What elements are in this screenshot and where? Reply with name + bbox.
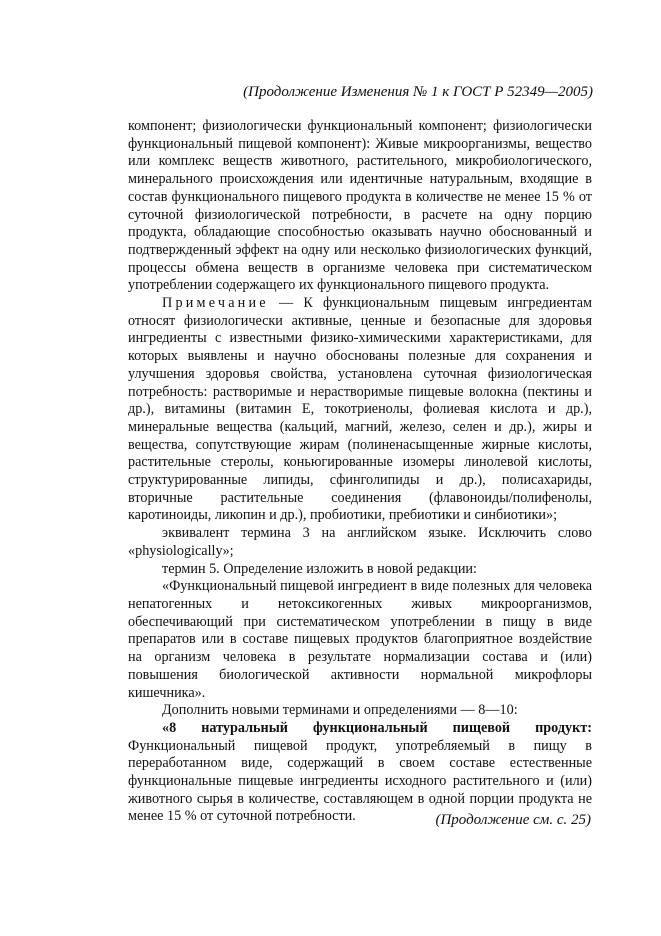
add-terms-paragraph: Дополнить новыми терминами и определениями — 8—10:	[162, 702, 518, 719]
document-body	[128, 118, 592, 826]
term8-label: «8 натуральный функциональный пищевой продукт:	[162, 719, 592, 736]
running-header: (Продолжение Изменения № 1 к ГОСТ Р 52349—2005)	[243, 84, 593, 100]
term5-paragraph: термин 5. Определение изложить в новой редакции:	[162, 560, 477, 577]
term8-paragraph	[128, 720, 592, 826]
english-equivalent-paragraph: эквивалент термина 3 на английском языке. Исключить слово «physiologically»;	[128, 525, 592, 559]
note-label: Примечание	[162, 295, 269, 312]
term8-text: Функциональный пищевой продукт, употребляемый в пищу в переработанном виде, содержащий в своем составе естественные функциональные пищевые ингредиенты исходного растительного и (или) животного сырья в количестве, составляющем в одной порции продукта не менее 15 % от суточной потребности.	[128, 737, 592, 825]
definition-paragraph: компонент; физиологически функциональный компонент; физиологически функциональный пищевой компонент): Живые микроорганизмы, вещество или комплекс веществ животного, растительного, микробиологического, минерального происхождения или идентичные натуральным, входящие в состав функционального пищевого продукта в количестве не менее 15 % от суточной физиологической потребности, в расчете на одну порцию продукта, обладающие способностью оказывать научно обоснованный и подтвержденный эффект на одну или несколько физиологических функций, процессы обмена веществ в организме человека при систематическом употреблении содержащего их функционального пищевого продукта.	[128, 118, 592, 294]
term5-definition-paragraph: «Функциональный пищевой ингредиент в виде полезных для человека непатогенных и нетоксикогенных живых микроорганизмов, обеспечивающий при систематическом употреблении в пищу в виде препаратов или в составе пищевых продуктов благоприятное воздействие на организм человека в результате нормализации состава и (или) повышения биологической активности нормальной микрофлоры кишечника».	[128, 578, 592, 701]
note-text: — К функциональным пищевым ингредиентам относят физиологически активные, ценные и безопасные для здоровья ингредиенты с известными физико-химическими характеристиками, для которых выявлены и научно обоснованы полезные для сохранения и улучшения здоровья свойства, установлена суточная физиологическая потребность: растворимые и нерастворимые пищевые волокна (пектины и др.), витамины (витамин Е, токотриенолы, фолиевая кислота и др.), минеральные вещества (кальций, магний, железо, селен и др.), жиры и вещества, сопутствующие жирам (полиненасыщенные жирные кислоты, растительные стеролы, коньюгированные изомеры линолевой кислоты, структурированные липиды, сфинголипиды и др.), полисахариды, вторичные растительные соединения (флавоноиды/полифенолы, каротиноиды, ликопин и др.), пробиотики, пребиотики и синбиотики»;	[128, 295, 592, 524]
note-paragraph	[128, 295, 592, 525]
continuation-footer: (Продолжение см. с. 25)	[435, 812, 591, 828]
